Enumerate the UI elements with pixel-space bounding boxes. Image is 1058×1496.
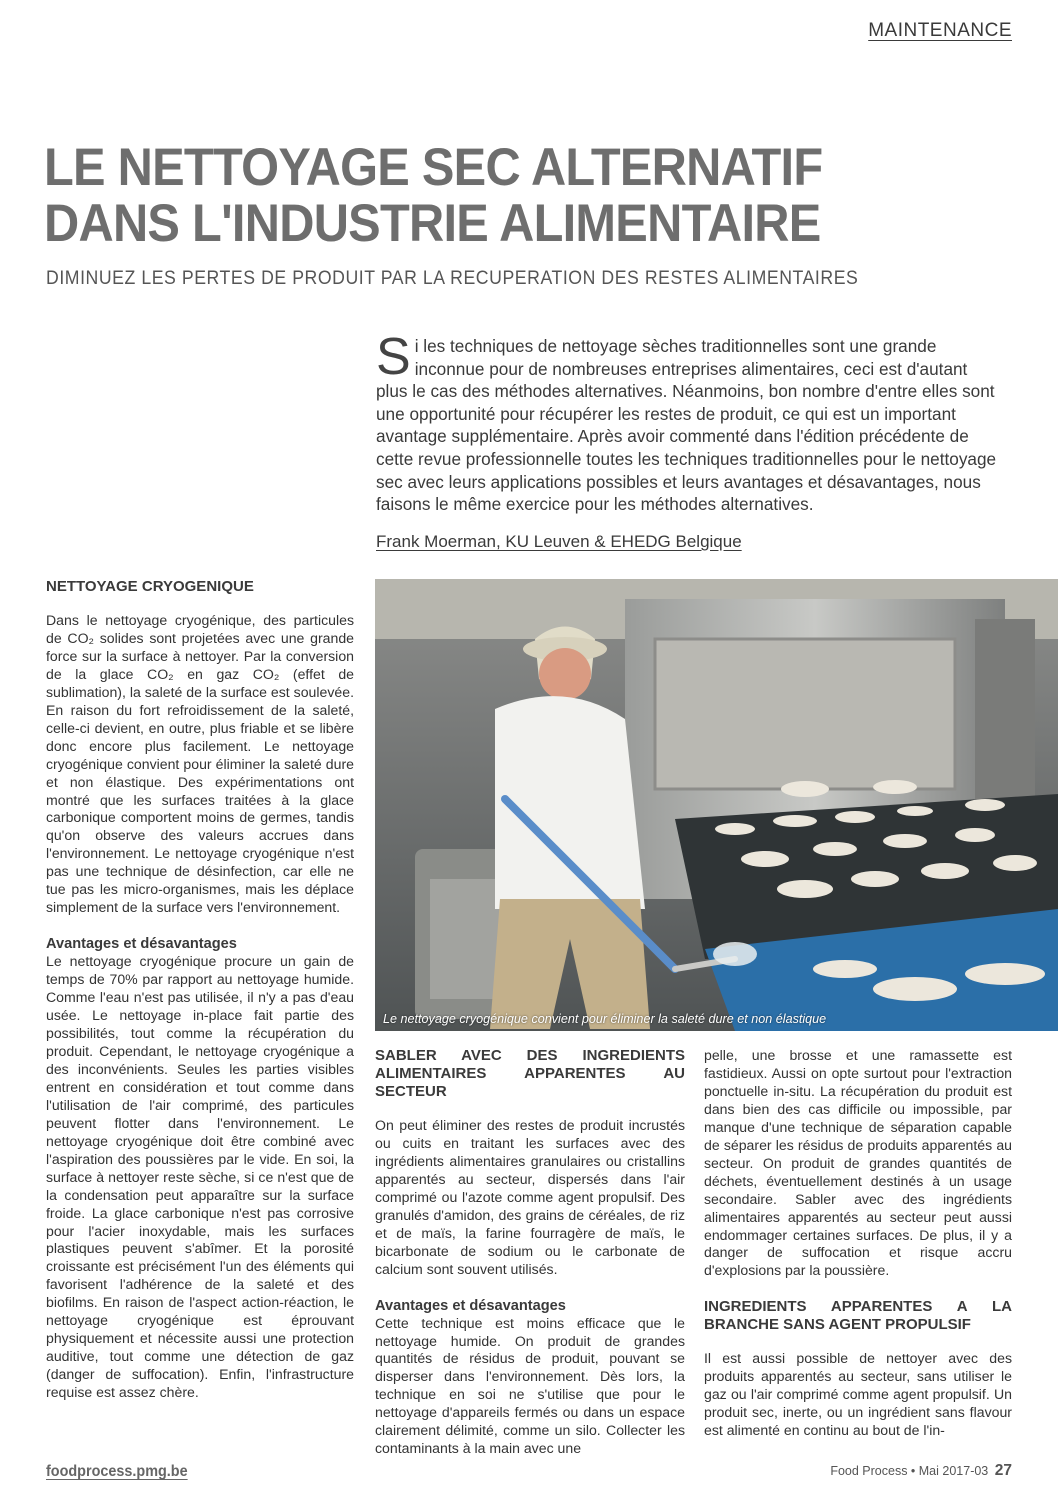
- title-line-1: LE NETTOYAGE SEC ALTERNATIF: [44, 138, 823, 197]
- title-line-2: DANS L'INDUSTRIE ALIMENTAIRE: [44, 194, 821, 253]
- footer-website-link[interactable]: foodprocess.pmg.be: [46, 1463, 188, 1480]
- footer-issue: [830, 1462, 1012, 1480]
- column-2: [375, 1047, 685, 1458]
- drop-cap: S: [376, 328, 411, 386]
- subheading-pros-cons: Avantages et désavantages: [46, 936, 237, 953]
- heading-cryogenic: NETTOYAGE CRYOGENIQUE: [46, 578, 254, 595]
- paragraph: pelle, une brosse et une ramassette est fastidieux. Aussi on opte surtout pour l'extraction ponctuelle in-situ. La récupération du produit est dans bien des cas difficile ou impossible, par manque d'une technique de séparation capable de séparer les résidus de produits apparentés au secteur. On produit de grandes quantités de déchets, éventuellement destinés à un usage secondaire. Sabler avec des ingrédients alimentaires apparentés au secteur peut aussi endommager certaines surfaces. De plus, il y a danger de suffocation et risque accru d'explosions par la poussière.: [704, 1047, 1012, 1279]
- paragraph: On peut éliminer des restes de produit incrustés ou cuits en traitant les surfaces avec des ingrédients alimentaires granulaires ou cristallins apparentés au secteur, dispersés dans l'air comprimé ou l'azote comme agent propulsif. Des granulés d'amidon, des grains de céréales, de riz et de maïs, la farine fourragère de maïs, le bicarbonate de sodium ou le carbonate de calcium sont souvent utilisés.: [375, 1117, 685, 1277]
- intro-paragraph: [376, 328, 1000, 516]
- heading-sandblasting: SABLER AVEC DES INGREDIENTS ALIMENTAIRES APPARENTES AU SECTEUR: [375, 1047, 685, 1100]
- section-tag: MAINTENANCE: [868, 20, 1012, 41]
- article-title: [44, 140, 927, 252]
- heading-no-propellant: INGREDIENTS APPARENTES A LA BRANCHE SANS AGENT PROPULSIF: [704, 1298, 1012, 1334]
- subheading-pros-cons: Avantages et désavantages: [375, 1297, 566, 1314]
- page-number: 27: [994, 1462, 1012, 1479]
- article-subtitle: DIMINUEZ LES PERTES DE PRODUIT PAR LA RECUPERATION DES RESTES ALIMENTAIRES: [46, 268, 859, 289]
- footer-issue-label: Food Process • Mai 2017-03: [830, 1464, 989, 1478]
- paragraph: Il est aussi possible de nettoyer avec des produits apparentés au secteur, sans utiliser le gaz ou l'air comprimé comme agent propulsif. Un produit sec, inerte, ou un ingrédient sans flavour est alimenté en continu au bout de l'in-: [704, 1350, 1012, 1439]
- paragraph: Cette technique est moins efficace que le nettoyage humide. On produit de grandes quantités de résidus de produit, pouvant se disperser dans l'environnement. Dès lors, la technique en soi ne s'utilise que pour le nettoyage d'appareils fermés ou dans un espace clairement délimité, comme un silo. Collecter les contaminants à la main avec une: [375, 1314, 685, 1457]
- author-line: Frank Moerman, KU Leuven & EHEDG Belgique: [376, 532, 742, 551]
- intro-text: i les techniques de nettoyage sèches traditionnelles sont une grande inconnue pour de nombreuses entreprises alimentaires, ceci est d'autant plus le cas des méthodes alternatives. Néanmoins, bon nombre d'entre elles sont une opportunité pour récupérer les restes de produit, ce qui est un important avantage supplémentaire. Après avoir commenté dans l'édition précédente de cette revue professionnelle toutes les techniques traditionnelles pour le nettoyage sec avec leurs applications possibles et leurs avantages et désavantages, nous faisons le même exercice pour les méthodes alternatives.: [376, 336, 997, 515]
- paragraph: Le nettoyage cryogénique procure un gain de temps de 70% par rapport au nettoyage humide. Comme l'eau n'est pas utilisée, il n'y a pas d'eau usée. Le nettoyage in-place fait partie des possibilités, tout comme la récupération du produit. Cependant, le nettoyage cryogénique a des inconvénients. Seules les parties visibles entrent en considération et tout comme dans l'utilisation de l'air comprimé, des particules peuvent flotter dans l'environnement. Le nettoyage cryogénique doit être combiné avec l'aspiration des poussières par le vide. En soi, la surface à nettoyer reste sèche, si ce n'est que de la condensation peut apparaître sur la surface froide. La glace carbonique n'est pas corrosive pour l'acier inoxydable, mais les surfaces plastiques peuvent s'abîmer. Et la porosité croissante est précisément l'un des éléments qui favorisent l'adhérence de la saleté et des biofilms. En raison de l'aspect action-réaction, le nettoyage cryogénique est éprouvant physiquement et nécessite aussi une protection auditive, tout comme une détection de gaz (danger de suffocation). Enfin, l'infrastructure requise est assez chère.: [46, 953, 354, 1401]
- paragraph: Dans le nettoyage cryogénique, des particules de CO₂ solides sont projetées avec une grande force sur la surface à nettoyer. Par la conversion de la glace CO₂ en gaz CO₂ (effet de sublimation), la saleté de la surface est soulevée. En raison du fort refroidissement de la saleté, celle-ci devient, en outre, plus friable et se libère donc encore plus facilement. Le nettoyage cryogénique convient pour éliminer la saleté dure et non élastique. Des expérimentations ont montré que les surfaces traitées à la glace carbonique comportent moins de germes, tandis qu'on observe des valeurs accrues dans l'environnement. Le nettoyage cryogénique n'est pas une technique de désinfection, car elle ne tue pas les micro-organismes, mais les déplace simplement de la surface vers l'environnement.: [46, 612, 354, 916]
- column-3: [704, 1047, 1012, 1440]
- column-1: [46, 578, 354, 1402]
- photo-illustration: [375, 579, 1058, 1031]
- photo-caption: Le nettoyage cryogénique convient pour éliminer la saleté dure et non élastique: [383, 1012, 827, 1026]
- article-photo: [375, 579, 1058, 1031]
